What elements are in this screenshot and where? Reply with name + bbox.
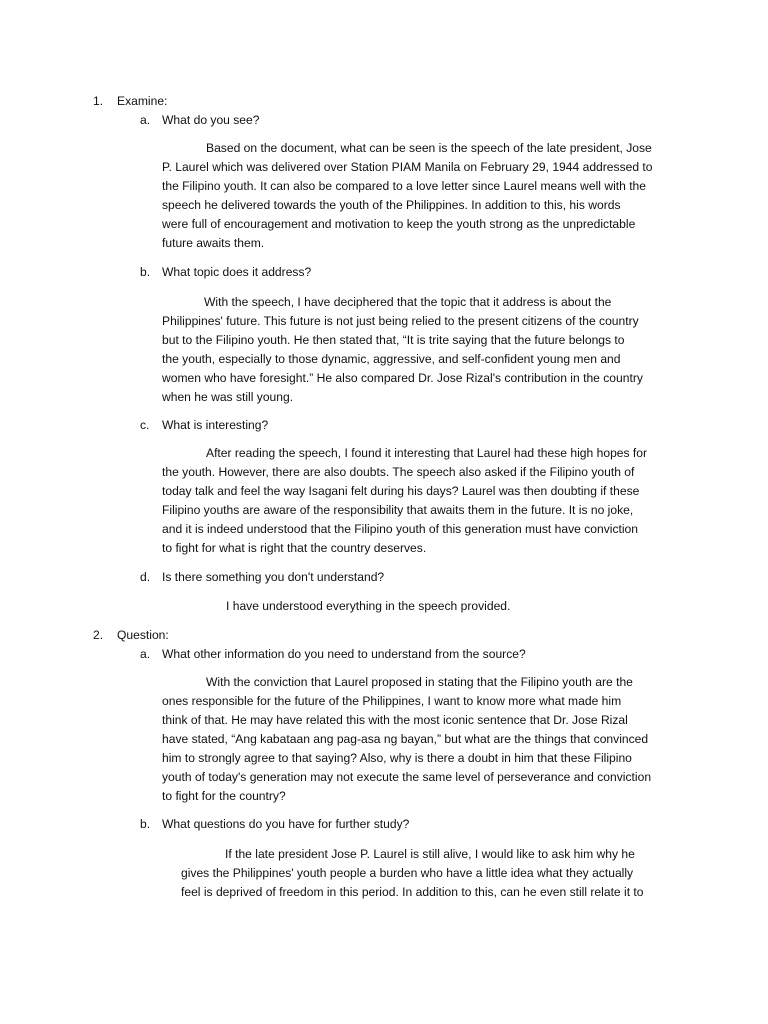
answer-line: the youth. However, there are also doubts. The speech also asked if the Filipino youth of (162, 465, 635, 479)
section-examine (93, 92, 693, 111)
answer-line: Philippines' future. This future is not just being relied to the present citizens of the country (162, 314, 639, 328)
answer-line: ones responsible for the future of the Philippines, I want to know more what made him (162, 694, 622, 708)
answer-line: Filipino youths are aware of the responsibility that awaits them in the future. It is no joke, (162, 503, 634, 517)
answer-line: when he was still young. (162, 390, 294, 404)
item-question: What other information do you need to understand from the source? (162, 647, 526, 661)
item-1b (140, 263, 700, 282)
item-letter: c. (140, 418, 150, 432)
item-letter: a. (140, 647, 151, 661)
item-letter: b. (140, 817, 151, 831)
section-title: Question: (117, 628, 169, 642)
answer-1b (162, 293, 677, 407)
answer-2b (181, 845, 678, 902)
item-1d (140, 568, 700, 587)
item-question: Is there something you don't understand? (162, 570, 385, 584)
answer-line: the Filipino youth. It can also be compared to a love letter since Laurel means well with the (162, 179, 647, 193)
section-heading (93, 92, 693, 111)
item-2b (140, 815, 700, 834)
item-letter: d. (140, 570, 151, 584)
item-1c (140, 416, 700, 435)
answer-line: After reading the speech, I found it interesting that Laurel had these high hopes for (206, 446, 648, 460)
answer-line: speech he delivered towards the youth of the Philippines. In addition to this, his words (162, 198, 621, 212)
item-question: What is interesting? (162, 418, 269, 432)
answer-line: were full of encouragement and motivation to keep the youth strong as the unpredictable (162, 217, 636, 231)
item-question: What topic does it address? (162, 265, 312, 279)
item-2a (140, 645, 700, 664)
answer-line: youth of today's generation may not execute the same level of perseverance and conviction (162, 770, 652, 784)
section-title: Examine: (117, 94, 168, 108)
item-question-row (140, 416, 700, 435)
section-question (93, 626, 693, 645)
item-question-row (140, 815, 700, 834)
section-heading (93, 626, 693, 645)
answer-line: to fight for the country? (162, 789, 286, 803)
answer-line: gives the Philippines' youth people a burden who have a little idea what they actually (181, 866, 634, 880)
item-letter: a. (140, 113, 151, 127)
answer-line: I have understood everything in the speech provided. (226, 599, 511, 613)
answer-line: have stated, “Ang kabataan ang pag-asa ng bayan,” but what are the things that convinced (162, 732, 649, 746)
answer-1c (162, 444, 677, 558)
answer-line: and it is indeed understood that the Filipino youth of this generation must have conviction (162, 522, 638, 536)
answer-1d (226, 597, 686, 616)
answer-line: today talk and feel the way Isagani felt during his days? Laurel was then doubting if these (162, 484, 640, 498)
item-question: What do you see? (162, 113, 260, 127)
answer-line: women who have foresight.” He also compared Dr. Jose Rizal's contribution in the country (162, 371, 643, 385)
item-1a (140, 111, 700, 130)
answer-2a (162, 673, 677, 806)
item-question: What questions do you have for further study? (162, 817, 410, 831)
item-question-row (140, 645, 700, 664)
answer-line: feel is deprived of freedom in this period. In addition to this, can he even still relate it to (181, 885, 644, 899)
answer-line: to fight for what is right that the country deserves. (162, 541, 427, 555)
item-question-row (140, 568, 700, 587)
answer-line: but to the Filipino youth. He then stated that, “It is trite saying that the future belongs to (162, 333, 625, 347)
section-number: 1. (93, 94, 104, 108)
section-number: 2. (93, 628, 104, 642)
item-question-row (140, 263, 700, 282)
answer-line: future awaits them. (162, 236, 265, 250)
answer-line: P. Laurel which was delivered over Station PIAM Manila on February 29, 1944 addressed to (162, 160, 653, 174)
answer-line: the youth, especially to those dynamic, aggressive, and self-confident young men and (162, 352, 621, 366)
answer-line: him to strongly agree to that saying? Also, why is there a doubt in him that these Filipino (162, 751, 632, 765)
answer-line: With the conviction that Laurel proposed in stating that the Filipino youth are the (206, 675, 633, 689)
answer-line: Based on the document, what can be seen is the speech of the late president, Jose (206, 141, 652, 155)
answer-1a (162, 139, 677, 253)
answer-line: If the late president Jose P. Laurel is still alive, I would like to ask him why he (225, 847, 635, 861)
item-letter: b. (140, 265, 151, 279)
answer-line: think of that. He may have related this with the most iconic sentence that Dr. Jose Rizal (162, 713, 628, 727)
item-question-row (140, 111, 700, 130)
answer-line: With the speech, I have deciphered that the topic that it address is about the (204, 295, 612, 309)
